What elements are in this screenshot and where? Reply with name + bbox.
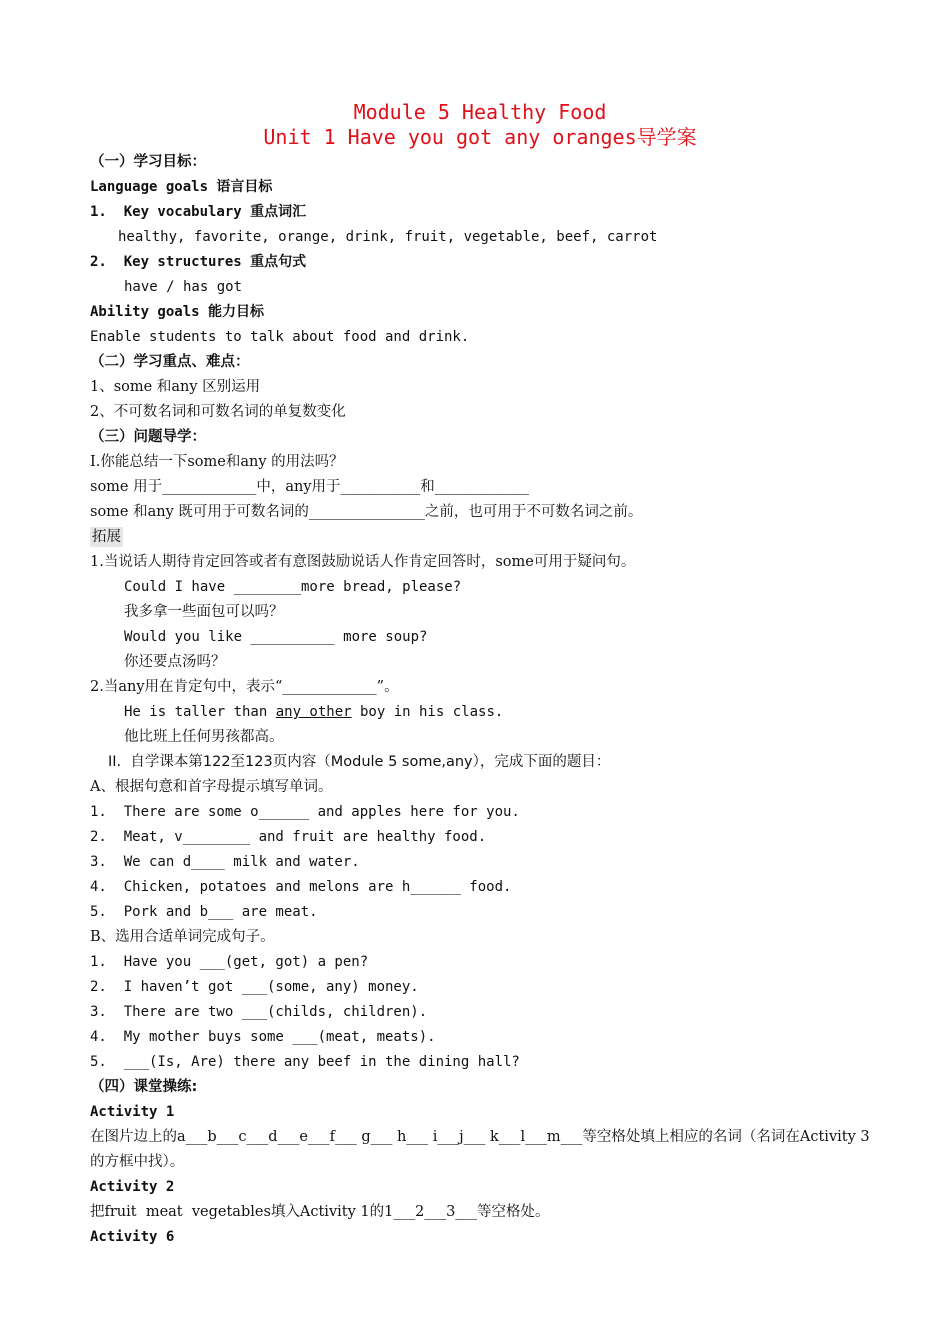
example-sentence-2: Would you like __________ more soup? [124,629,428,645]
part-b-item-1: 1. Have you ___(get, got) a pen? [90,954,369,970]
part-b-item-3: 3. There are two ___(childs, children). [90,1004,428,1020]
example-sentence-3-end: boy in his class. [351,704,504,720]
section-heading-practice: （四）课堂操练: [90,1079,198,1095]
part-a-heading: A、根据句意和首字母提示填写单词。 [90,779,333,795]
key-point-1: 1、some 和any 区别运用 [90,379,261,395]
question-i: I.你能总结一下some和any 的用法吗？ [90,454,344,470]
extension-label: 拓展 [92,529,121,545]
part-a-item-2: 2. Meat, v________ and fruit are healthy food. [90,829,487,845]
part-a-item-1: 1. There are some o______ and apples here for you. [90,804,520,820]
section-heading-key-points: （二）学习重点、难点： [90,354,250,370]
ability-goals-text: Enable students to talk about food and drink. [90,329,470,345]
part-a-item-3: 3. We can d____ milk and water. [90,854,360,870]
section-heading-goals: （一）学习目标： [90,154,206,170]
self-study-instruction: II. 自学课本第122至123页内容（Module 5 some,any），完成下面的题目： [108,754,611,770]
fill-some-any-usage: some 用于_____________中，any用于___________和_____________ [90,479,530,495]
ability-goals-heading: Ability goals 能力目标 [90,304,265,320]
part-b-item-4: 4. My mother buys some ___(meat, meats). [90,1029,436,1045]
any-other-phrase: any other [275,704,352,720]
extension-point-1: 1.当说话人期待肯定回答或者有意图鼓励说话人作肯定回答时，some可用于疑问句。 [90,554,636,570]
fill-some-any-nouns: some 和any 既可用于可数名词的________________之前，也可用于不可数名词之前。 [90,504,643,520]
worksheet-page [90,100,870,1250]
unit-title: Unit 1 Have you got any oranges导学案 [263,125,697,149]
part-b-item-2: 2. I haven’t got ___(some, any) money. [90,979,419,995]
activity-2-heading: Activity 2 [90,1179,175,1195]
key-point-2: 2、不可数名词和可数名词的单复数变化 [90,404,346,420]
extension-label-line [90,525,870,550]
activity-1-heading: Activity 1 [90,1104,175,1120]
module-title: Module 5 Healthy Food [353,100,607,124]
activity-2-instruction: 把fruit meat vegetables填入Activity 1的1___2___3___等空格处。 [90,1204,550,1220]
part-a-item-4: 4. Chicken, potatoes and melons are h______ food. [90,879,512,895]
vocabulary-list: healthy, favorite, orange, drink, fruit, vegetable, beef, carrot [118,229,658,245]
structure-text: have / has got [124,279,243,295]
part-b-item-5: 5. ___(Is, Are) there any beef in the dining hall? [90,1054,520,1070]
section-heading-guided-questions: （三）问题导学： [90,429,206,445]
part-a-item-5: 5. Pork and b___ are meat. [90,904,318,920]
example-sentence-3-start: He is taller than [124,704,276,720]
part-b-heading: B、选用合适单词完成句子。 [90,929,275,945]
key-structures-heading: 2. Key structures 重点句式 [90,254,307,270]
extension-point-2: 2.当any用在肯定句中，表示“_____________”。 [90,679,399,695]
example-translation-2: 你还要点汤吗？ [124,654,226,670]
key-vocabulary-heading: 1. Key vocabulary 重点词汇 [90,204,307,220]
example-translation-1: 我多拿一些面包可以吗？ [124,604,284,620]
language-goals-heading: Language goals 语言目标 [90,179,273,195]
example-translation-3: 他比班上任何男孩都高。 [124,729,284,745]
example-sentence-1: Could I have ________more bread, please? [124,579,462,595]
example-sentence-3 [90,700,870,725]
activity-1-instruction: 在图片边上的a___b___c___d___e___f___ g___ h___ i___j___ k___l___m___等空格处填上相应的名词（名词在Activity 3的方框中找）。 [90,1129,870,1170]
activity-6-heading: Activity 6 [90,1229,175,1245]
